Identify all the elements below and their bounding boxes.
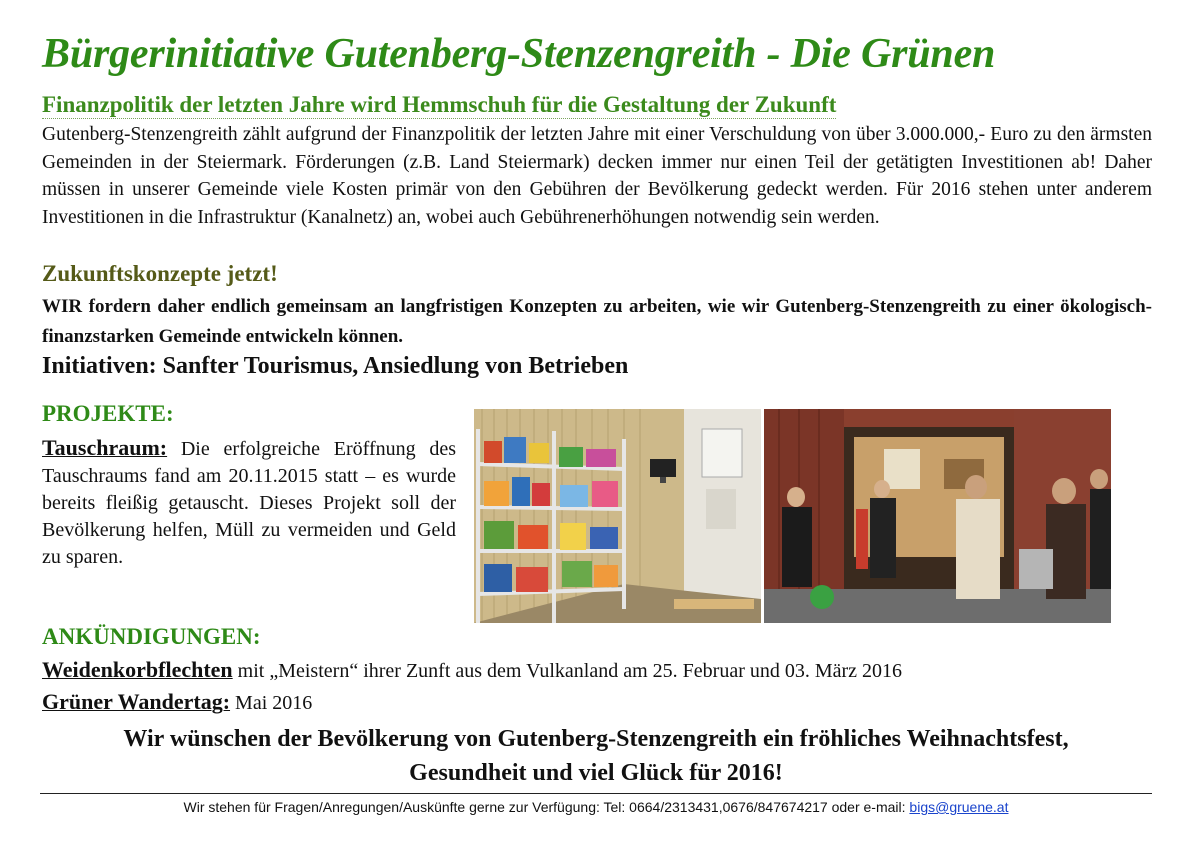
projekte-heading: PROJEKTE: — [42, 401, 174, 426]
zukunft-heading: Zukunftskonzepte jetzt! — [42, 261, 278, 286]
footer-contact — [0, 799, 1192, 815]
weidenkorb-label: Weidenkorbflechten — [42, 657, 233, 682]
tauschraum-label: Tauschraum: — [42, 435, 168, 460]
finanz-heading: Finanzpolitik der letzten Jahre wird Hemmschuh für die Gestaltung der Zukunft — [42, 92, 837, 117]
wandertag-label: Grüner Wandertag: — [42, 689, 231, 714]
holiday-wish — [30, 722, 1162, 790]
tauschraum-shelves-photo — [474, 409, 761, 623]
tauschraum-text: Die erfolgreiche Eröffnung des Tauschraums fand am 20.11.2015 statt – es wurde bereits fleißig getauscht. Dieses Projekt soll der Bevölkerung helfen, Müll zu vermeiden und Geld zu sparen. — [42, 438, 456, 568]
finanz-paragraph: Gutenberg-Stenzengreith zählt aufgrund der Finanzpolitik der letzten Jahre mit einer Verschuldung von über 3.000.000,- Euro zu den ärmsten Gemeinden in der Steiermark. Förderungen (z.B. Land Steiermark) decken immer nur einen Teil der getätigten Investitionen ab! Daher müssen in unserer Gemeinde viele Kosten primär von den Gebühren der Bevölkerung gedeckt werden. Für 2016 stehen unter anderem Investitionen in die Infrastruktur (Kanalnetz) an, wobei auch Gebührenerhöhungen notwendig sein werden. — [42, 124, 1152, 228]
wish-line-2: Gesundheit und viel Glück für 2016! — [409, 760, 783, 786]
page-title: Bürgerinitiative Gutenberg-Stenzengreith - Die Grünen — [42, 31, 996, 77]
footer-divider — [40, 793, 1152, 794]
weidenkorb-text: mit „Meistern“ ihrer Zunft aus dem Vulkanland am 25. Februar und 03. März 2016 — [232, 660, 903, 682]
announcement-wandertag — [42, 689, 312, 715]
wish-line-1: Wir wünschen der Bevölkerung von Gutenberg-Stenzengreith ein fröhliches Weihnachtsfest, — [123, 726, 1069, 752]
initiativen-line: Initiativen: Sanfter Tourismus, Ansiedlung von Betrieben — [42, 353, 629, 379]
wandertag-text: Mai 2016 — [230, 692, 313, 714]
footer-email-link[interactable]: bigs@gruene.at — [909, 799, 1009, 815]
tauschraum-paragraph — [42, 434, 456, 571]
tauschraum-opening-photo — [764, 409, 1111, 623]
zukunft-paragraph: WIR fordern daher endlich gemeinsam an langfristigen Konzepten zu arbeiten, wie wir Gutenberg-Stenzengreith zu einer ökologisch-finanzstarken Gemeinde entwickeln können. — [42, 296, 1152, 347]
ankuendigungen-heading: ANKÜNDIGUNGEN: — [42, 624, 261, 649]
announcement-weidenkorb — [42, 657, 902, 683]
footer-text: Wir stehen für Fragen/Anregungen/Auskünfte gerne zur Verfügung: Tel: 0664/2313431,0676/847674217 oder e-mail: — [183, 799, 910, 815]
